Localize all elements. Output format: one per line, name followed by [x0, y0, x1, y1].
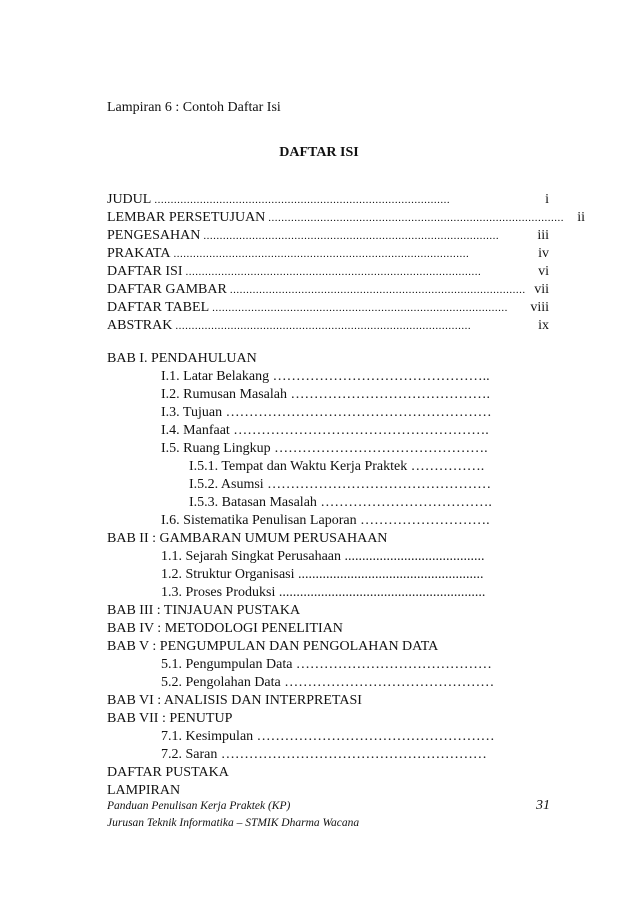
- leader-dots: ...........................................................................................: [229, 284, 526, 296]
- subsection-entry: I.5.1. Tempat dan Waktu Kerja Praktek …………….: [189, 459, 485, 474]
- toc-entry-page: i: [545, 192, 549, 207]
- toc-entry-label: ABSTRAK: [107, 318, 173, 333]
- toc-entry-label: JUDUL: [107, 192, 152, 207]
- toc-entry-page: vii: [534, 282, 549, 297]
- leader-dots: ...........................................................................................: [175, 320, 472, 332]
- section-entry: I.5. Ruang Lingkup ……………………………………….: [161, 441, 488, 456]
- section-entry: I.3. Tujuan …………………………………………………: [161, 405, 492, 420]
- leader-dots: ...........................................................................................: [154, 194, 451, 206]
- leader-dots: ...........................................................................................: [173, 248, 470, 260]
- footer-line-guide: Panduan Penulisan Kerja Praktek (KP): [107, 800, 291, 812]
- section-entry: 7.2. Saran …………………………………………………: [161, 747, 487, 762]
- leader-dots: ...........................................................................................: [203, 230, 500, 242]
- toc-entry-label: PRAKATA: [107, 246, 171, 261]
- leader-dots: ...........................................................................................: [185, 266, 482, 278]
- section-entry: I.4. Manfaat ……………………………………………….: [161, 423, 489, 438]
- page-footer: [107, 798, 359, 832]
- toc-entry-page: iv: [538, 246, 549, 261]
- toc-title: DAFTAR ISI: [279, 145, 359, 160]
- toc-entry-page: ii: [577, 210, 586, 225]
- chapter-heading: LAMPIRAN: [107, 783, 181, 798]
- toc-entry-lembar-persetujuan: [107, 209, 586, 227]
- section-entry: I.6. Sistematika Penulisan Laporan ……………………….: [161, 513, 490, 528]
- leader-dots: ...........................................................................................: [212, 302, 508, 314]
- section-entry: I.1. Latar Belakang ………………………………………..: [161, 369, 490, 384]
- section-entry: 5.2. Pengolahan Data ………………………………………: [161, 675, 495, 690]
- toc-entry-page: iii: [537, 228, 549, 243]
- toc-entry-label: PENGESAHAN: [107, 228, 201, 243]
- page-number: 31: [536, 798, 550, 813]
- chapter-heading: BAB VII : PENUTUP: [107, 711, 233, 726]
- toc-entry-label: DAFTAR ISI: [107, 264, 183, 279]
- chapter-heading: BAB II : GAMBARAN UMUM PERUSAHAAN: [107, 531, 388, 546]
- subsection-entry: I.5.2. Asumsi …………………………………………: [189, 477, 492, 492]
- section-entry: 5.1. Pengumpulan Data ……………………………………: [161, 657, 492, 672]
- toc-entry-abstrak: [107, 317, 549, 335]
- chapter-heading: DAFTAR PUSTAKA: [107, 765, 229, 780]
- toc-entry-daftar-tabel: [107, 299, 549, 317]
- section-entry: 7.1. Kesimpulan ……………………………………………: [161, 729, 495, 744]
- toc-entry-daftar-gambar: [107, 281, 549, 299]
- toc-entry-pengesahan: [107, 227, 549, 245]
- toc-entry-prakata: [107, 245, 549, 263]
- toc-entry-label: DAFTAR TABEL: [107, 300, 210, 315]
- toc-entry-page: ix: [538, 318, 549, 333]
- appendix-caption: Lampiran 6 : Contoh Daftar Isi: [107, 100, 281, 115]
- section-entry: I.2. Rumusan Masalah …………………………………….: [161, 387, 490, 402]
- chapter-heading: BAB V : PENGUMPULAN DAN PENGOLAHAN DATA: [107, 639, 439, 654]
- toc-entry-page: viii: [530, 300, 549, 315]
- toc-entry-page: vi: [538, 264, 549, 279]
- footer-line-department: Jurusan Teknik Informatika – STMIK Dharma Wacana: [107, 817, 360, 829]
- section-entry: 1.2. Struktur Organisasi .....................................................: [161, 567, 484, 582]
- chapter-heading: BAB III : TINJAUAN PUSTAKA: [107, 603, 301, 618]
- chapter-heading: BAB IV : METODOLOGI PENELITIAN: [107, 621, 343, 636]
- section-entry: 1.1. Sejarah Singkat Perusahaan ........................................: [161, 549, 485, 564]
- leader-dots: ...........................................................................................: [268, 212, 565, 224]
- chapter-heading: BAB I. PENDAHULUAN: [107, 351, 257, 366]
- toc-entry-label: LEMBAR PERSETUJUAN: [107, 210, 266, 225]
- chapter-heading: BAB VI : ANALISIS DAN INTERPRETASI: [107, 693, 362, 708]
- subsection-entry: I.5.3. Batasan Masalah ……………………………….: [189, 495, 492, 510]
- toc-entry-daftar-isi: [107, 263, 549, 281]
- toc-entry-judul: [107, 191, 549, 209]
- toc-entry-label: DAFTAR GAMBAR: [107, 282, 227, 297]
- section-entry: 1.3. Proses Produksi ...........................................................: [161, 585, 486, 600]
